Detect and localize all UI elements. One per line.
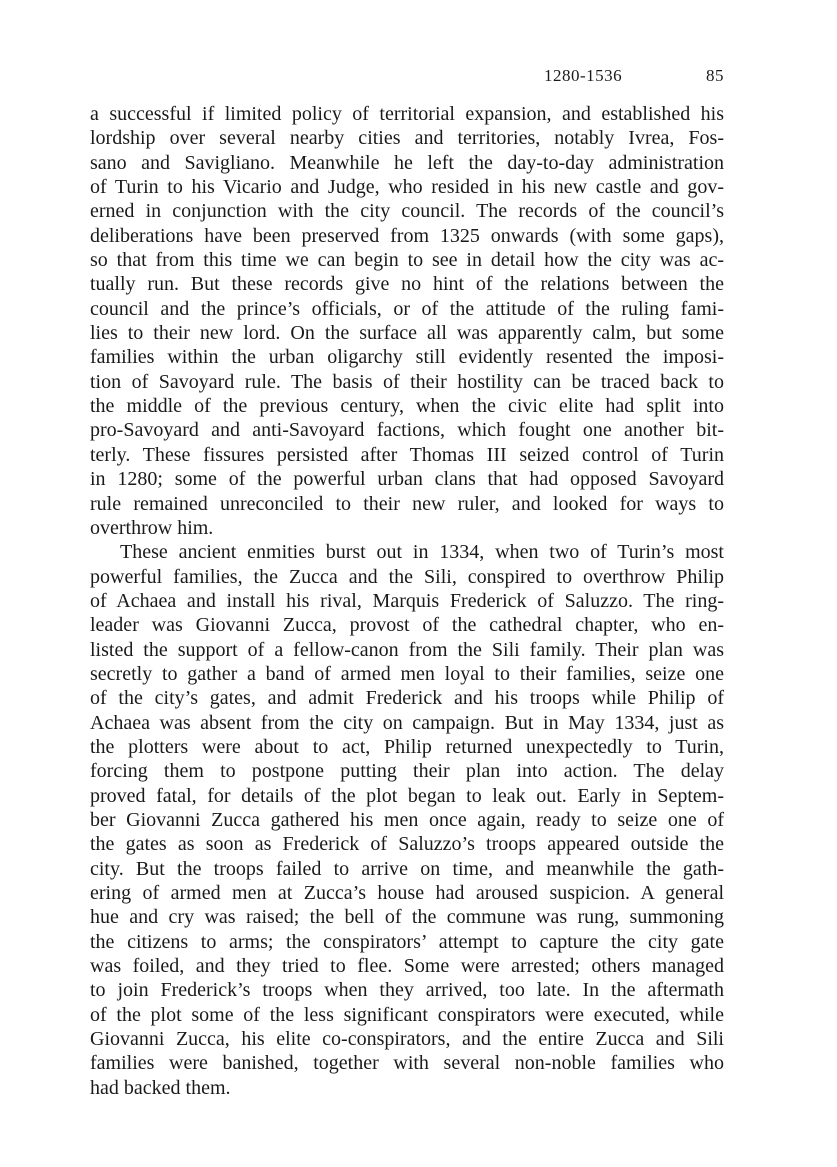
text-line: erned in conjunction with the city council. The records of the council’s — [90, 200, 724, 223]
text-line: secretly to gather a band of armed men loyal to their families, seize one — [90, 662, 724, 685]
text-line: council and the prince’s officials, or of the attitude of the ruling fami- — [90, 297, 724, 320]
text-line: families within the urban oligarchy still evidently resented the imposi- — [90, 346, 724, 369]
text-line: of Achaea and install his rival, Marquis Frederick of Saluzzo. The ring- — [90, 589, 724, 612]
page-number: 85 — [706, 66, 724, 85]
text-line: tually run. But these records give no hint of the relations between the — [90, 273, 724, 296]
text-line: lies to their new lord. On the surface all was apparently calm, but some — [90, 322, 724, 345]
text-line: the gates as soon as Frederick of Saluzzo’s troops appeared outside the — [90, 833, 724, 856]
text-line: deliberations have been preserved from 1325 onwards (with some gaps), — [90, 224, 724, 247]
text-line: in 1280; some of the powerful urban clans that had opposed Savoyard — [90, 468, 724, 491]
running-title: 1280-1536 — [544, 66, 623, 85]
text-line: terly. These fissures persisted after Thomas III seized control of Turin — [90, 443, 724, 466]
text-line: Achaea was absent from the city on campaign. But in May 1334, just as — [90, 711, 724, 734]
text-line: hue and cry was raised; the bell of the commune was rung, summoning — [90, 906, 724, 929]
text-line: of Turin to his Vicario and Judge, who resided in his new castle and gov- — [90, 176, 724, 199]
paragraph — [90, 540, 724, 1100]
running-head — [90, 66, 724, 90]
text-line: had backed them. — [90, 1076, 231, 1099]
text-line: These ancient enmities burst out in 1334, when two of Turin’s most — [120, 541, 724, 564]
text-line: families were banished, together with several non-noble families who — [90, 1052, 724, 1075]
text-line: leader was Giovanni Zucca, provost of the cathedral chapter, who en- — [90, 614, 724, 637]
text-line: to join Frederick’s troops when they arrived, too late. In the aftermath — [90, 979, 724, 1002]
paragraph — [90, 102, 724, 540]
text-line: forcing them to postpone putting their plan into action. The delay — [90, 760, 724, 783]
text-line: of the city’s gates, and admit Frederick and his troops while Philip of — [90, 687, 724, 710]
text-line: ering of armed men at Zucca’s house had aroused suspicion. A general — [90, 882, 724, 904]
text-line: lordship over several nearby cities and territories, notably Ivrea, Fos- — [90, 127, 724, 150]
text-line: city. But the troops failed to arrive on time, and meanwhile the gath- — [90, 857, 724, 880]
text-line: pro-Savoyard and anti-Savoyard factions, which fought one another bit- — [90, 419, 724, 442]
text-line: powerful families, the Zucca and the Sili, conspired to overthrow Philip — [90, 565, 724, 588]
text-line: Giovanni Zucca, his elite co-conspirators, and the entire Zucca and Sili — [90, 1028, 724, 1051]
text-line: of the plot some of the less significant conspirators were executed, while — [90, 1003, 724, 1026]
text-line: tion of Savoyard rule. The basis of their hostility can be traced back to — [90, 370, 724, 393]
text-line: the plotters were about to act, Philip returned unexpectedly to Turin, — [90, 735, 724, 758]
text-line: the citizens to arms; the conspirators’ attempt to capture the city gate — [90, 930, 724, 953]
text-line: the middle of the previous century, when the civic elite had split into — [90, 395, 724, 418]
text-line: was foiled, and they tried to flee. Some were arrested; others managed — [90, 955, 724, 978]
text-line: rule remained unreconciled to their new ruler, and looked for ways to — [90, 492, 724, 515]
text-line: listed the support of a fellow-canon from the Sili family. Their plan was — [90, 638, 724, 661]
text-line: proved fatal, for details of the plot began to leak out. Early in Septem- — [90, 784, 724, 807]
body-text — [90, 102, 724, 1100]
text-line: ber Giovanni Zucca gathered his men once again, ready to seize one of — [90, 808, 724, 831]
text-line: sano and Savigliano. Meanwhile he left the day-to-day administration — [90, 151, 724, 174]
text-line: a successful if limited policy of territorial expansion, and established his — [90, 103, 724, 125]
text-line: overthrow him. — [90, 516, 214, 539]
text-line: so that from this time we can begin to see in detail how the city was ac- — [90, 249, 724, 272]
